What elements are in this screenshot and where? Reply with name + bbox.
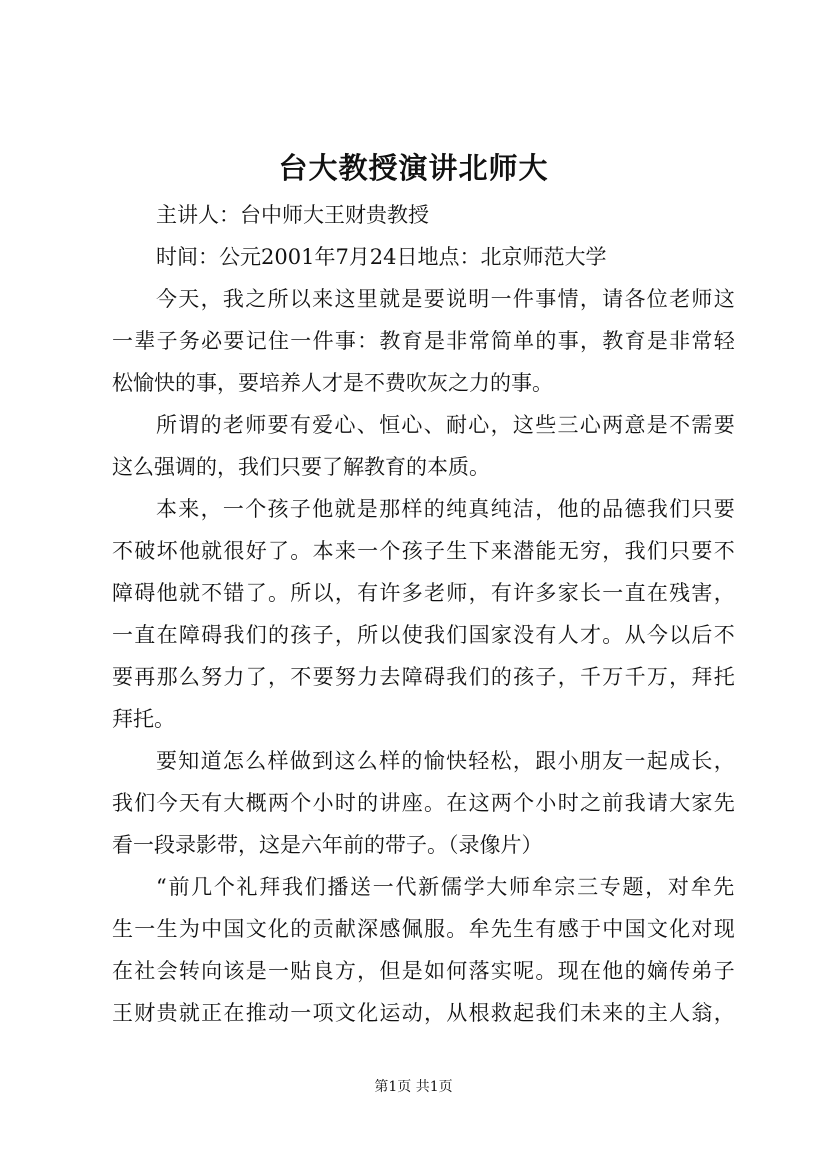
page-footer: 第1页 共1页 <box>374 1079 453 1095</box>
text-line: 今天，我之所以来这里就是要说明一件事情，请各位老师这 <box>156 287 736 311</box>
text-line: 这么强调的，我们只要了解教育的本质。 <box>112 455 490 479</box>
text-line: 要再那么努力了，不要努力去障碍我们的孩子，千万千万，拜托 <box>112 665 736 689</box>
text-line: 障碍他就不错了。所以，有许多老师，有许多家长一直在残害， <box>112 581 736 605</box>
text-line: 所谓的老师要有爱心、恒心、耐心，这些三心两意是不需要 <box>156 413 736 437</box>
text-line: 本来，一个孩子他就是那样的纯真纯洁，他的品德我们只要 <box>156 497 736 521</box>
document-body <box>112 194 736 1034</box>
text-line: 要知道怎么样做到这么样的愉快轻松，跟小朋友一起成长， <box>156 749 736 773</box>
text-line: 王财贵就正在推动一项文化运动，从根救起我们未来的主人翁， <box>112 1001 736 1025</box>
text-line: 拜托。 <box>112 707 175 731</box>
text-line: 时间：公元2001年7月24日地点：北京师范大学 <box>156 245 607 269</box>
document-title: 台大教授演讲北师大 <box>278 151 549 185</box>
text-line: 生一生为中国文化的贡献深感佩服。牟先生有感于中国文化对现 <box>112 917 736 941</box>
text-line: 一直在障碍我们的孩子，所以使我们国家没有人才。从今以后不 <box>112 623 736 647</box>
text-line: “前几个礼拜我们播送一代新儒学大师牟宗三专题，对牟先 <box>156 875 736 899</box>
text-line: 不破坏他就很好了。本来一个孩子生下来潜能无穷，我们只要不 <box>112 539 736 563</box>
text-line: 松愉快的事，要培养人才是不费吹灰之力的事。 <box>112 371 553 395</box>
text-line: 一辈子务必要记住一件事：教育是非常简单的事，教育是非常轻 <box>112 329 736 353</box>
text-line: 主讲人：台中师大王财贵教授 <box>156 203 429 227</box>
text-line: 看一段录影带，这是六年前的带子。（录像片） <box>112 833 543 857</box>
text-line: 我们今天有大概两个小时的讲座。在这两个小时之前我请大家先 <box>112 791 736 815</box>
text-line: 在社会转向该是一贴良方，但是如何落实呢。现在他的嫡传弟子 <box>112 959 736 983</box>
